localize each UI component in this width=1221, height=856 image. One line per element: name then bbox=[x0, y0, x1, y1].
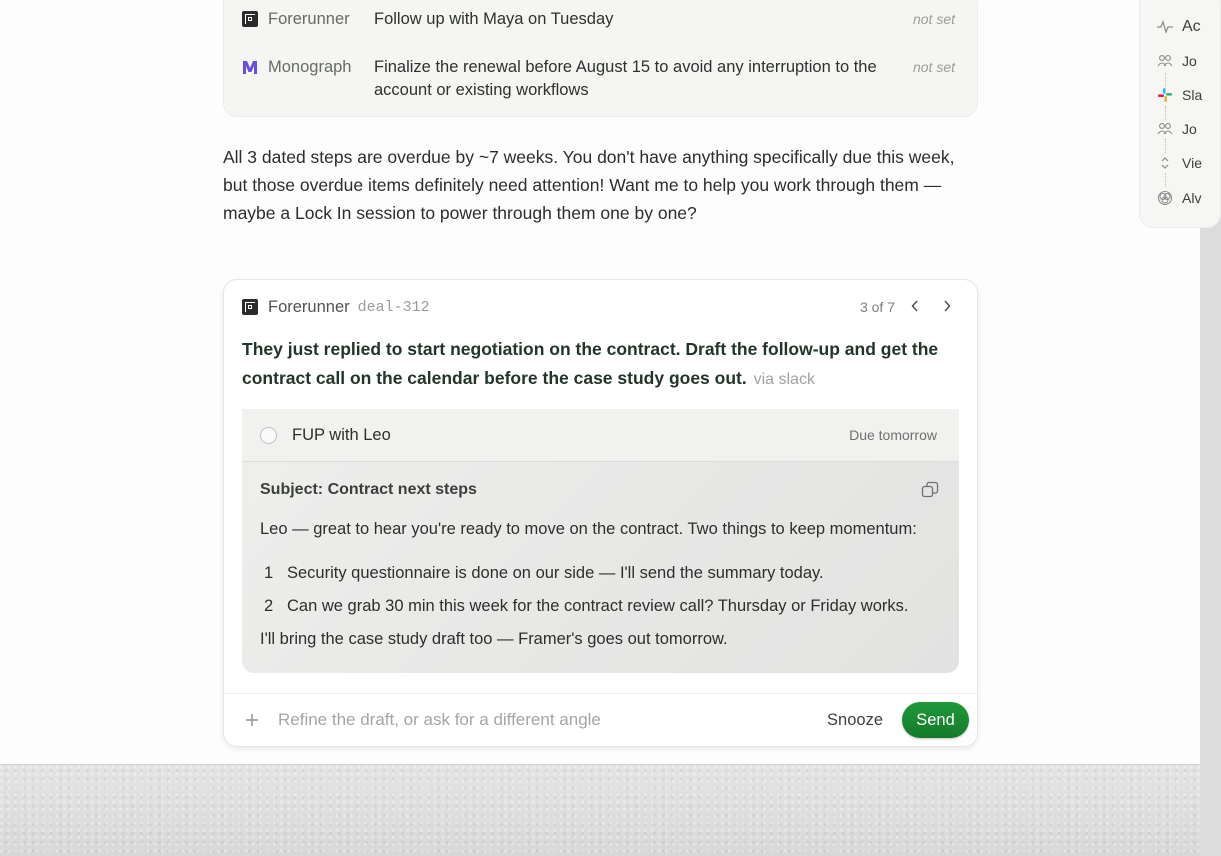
people-icon bbox=[1157, 53, 1173, 69]
list-item bbox=[260, 562, 941, 584]
task-text: Follow up with Maya on Tuesday bbox=[374, 10, 614, 28]
activity-pulse-icon bbox=[1157, 19, 1173, 35]
side-item-view[interactable] bbox=[1157, 155, 1202, 171]
task-source-label: Monograph bbox=[268, 57, 352, 76]
todo-row[interactable] bbox=[242, 409, 959, 462]
previous-button[interactable] bbox=[905, 297, 925, 317]
deal-id: deal-312 bbox=[357, 298, 430, 316]
forerunner-logo-icon bbox=[242, 11, 258, 27]
side-item-label: Vie bbox=[1182, 155, 1202, 171]
list-text: Can we grab 30 min this week for the contract review call? Thursday or Friday works. bbox=[287, 597, 909, 615]
next-button[interactable] bbox=[937, 297, 957, 317]
chevron-left-icon bbox=[911, 300, 919, 312]
send-button[interactable]: Send bbox=[902, 702, 969, 738]
activity-title: Ac bbox=[1182, 18, 1201, 35]
todo-label: FUP with Leo bbox=[292, 425, 391, 444]
complete-checkbox[interactable] bbox=[260, 427, 277, 444]
copy-button[interactable] bbox=[921, 481, 939, 499]
suggested-action-card bbox=[223, 279, 978, 747]
add-attachment-button[interactable] bbox=[242, 707, 262, 733]
monograph-logo-icon bbox=[242, 59, 258, 75]
task-text: Finalize the renewal before August 15 to avoid any interruption to the account or existing workflows bbox=[374, 58, 877, 99]
chevron-right-icon bbox=[943, 300, 951, 312]
pager-count: 3 of 7 bbox=[859, 299, 895, 315]
copy-icon bbox=[921, 481, 939, 499]
email-outro: I'll bring the case study draft too — Framer's goes out tomorrow. bbox=[260, 630, 728, 648]
side-item-slack[interactable] bbox=[1157, 87, 1202, 103]
timeline-connector bbox=[1165, 173, 1166, 187]
task-row[interactable] bbox=[242, 54, 955, 102]
via-source: via slack bbox=[753, 371, 815, 388]
timeline-connector bbox=[1165, 139, 1166, 153]
desk-surface bbox=[0, 765, 1200, 856]
timeline-connector bbox=[1165, 73, 1166, 87]
task-source-label: Forerunner bbox=[268, 9, 350, 28]
refine-input[interactable] bbox=[276, 709, 800, 731]
side-item-label: Jo bbox=[1182, 53, 1197, 69]
card-title bbox=[242, 335, 942, 394]
list-number: 1 bbox=[264, 564, 274, 582]
card-header bbox=[242, 297, 957, 317]
task-list-card bbox=[223, 0, 978, 117]
aperture-icon bbox=[1157, 190, 1173, 206]
todo-due: Due tomorrow bbox=[849, 427, 937, 443]
forerunner-logo-icon bbox=[242, 299, 258, 315]
composer-bar bbox=[224, 693, 977, 746]
email-list bbox=[260, 562, 941, 617]
email-intro: Leo — great to hear you're ready to move on the contract. Two things to keep momentum: bbox=[260, 520, 917, 538]
task-source bbox=[242, 54, 374, 80]
assistant-message: All 3 dated steps are overdue by ~7 weeks. You don't have anything specifically due this week, but those overdue items definitely need attention! Want me to help you work through them — maybe a Lock In session to power through them one by one? bbox=[223, 147, 955, 223]
timeline-connector bbox=[1165, 106, 1166, 120]
card-title-text: They just replied to start negotiation on the contract. Draft the follow-up and get the contract call on the calendar before the case study goes out. bbox=[242, 339, 939, 388]
list-number: 2 bbox=[264, 597, 274, 615]
list-text: Security questionnaire is done on our side — I'll send the summary today. bbox=[287, 564, 824, 582]
slack-icon bbox=[1157, 87, 1173, 103]
pager bbox=[860, 297, 957, 317]
email-draft[interactable] bbox=[260, 481, 941, 650]
task-row[interactable] bbox=[242, 6, 955, 32]
side-item-label: Alv bbox=[1182, 190, 1202, 206]
draft-panel bbox=[242, 409, 959, 673]
activity-side-panel bbox=[1139, 0, 1221, 228]
list-item bbox=[260, 595, 941, 617]
task-due: not set bbox=[912, 11, 955, 27]
side-item-joined[interactable] bbox=[1157, 121, 1197, 137]
people-icon bbox=[1157, 121, 1173, 137]
activity-header bbox=[1157, 18, 1201, 36]
task-source bbox=[242, 6, 374, 32]
card-source: Forerunner bbox=[268, 297, 350, 316]
plus-icon bbox=[245, 713, 259, 727]
task-due: not set bbox=[912, 59, 955, 75]
side-item-label: Sla bbox=[1182, 87, 1203, 103]
email-subject: Subject: Contract next steps bbox=[260, 481, 477, 498]
snooze-button[interactable]: Snooze bbox=[827, 710, 883, 729]
side-item-label: Jo bbox=[1182, 121, 1197, 137]
expand-chevrons-icon bbox=[1157, 155, 1173, 171]
side-item-always[interactable] bbox=[1157, 190, 1201, 206]
side-item-joined[interactable] bbox=[1157, 53, 1197, 69]
